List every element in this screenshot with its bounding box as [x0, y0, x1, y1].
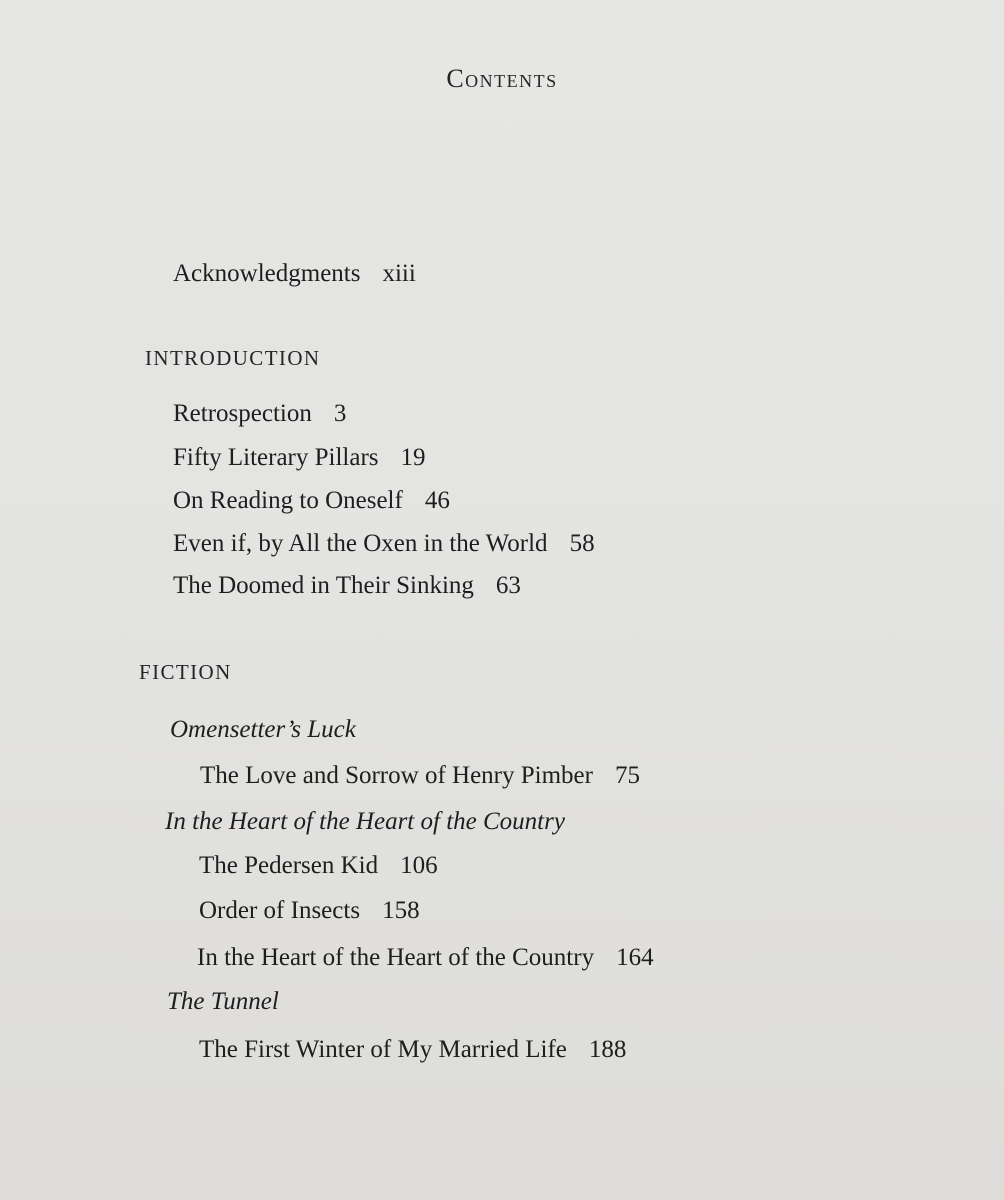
toc-entry [173, 530, 595, 558]
toc-entry [173, 444, 426, 472]
book-title: Omensetter’s Luck [170, 716, 356, 743]
toc-entry [173, 400, 346, 428]
entry-page: 158 [382, 897, 420, 924]
entry-page: 46 [424, 487, 450, 514]
entry-page: 58 [569, 530, 595, 557]
entry-title: Order of Insects [199, 897, 361, 924]
toc-entry [173, 572, 521, 600]
entry-page: 75 [614, 762, 640, 789]
toc-entry [199, 897, 420, 925]
entry-page: 188 [588, 1036, 627, 1063]
entry-title: The Pedersen Kid [199, 852, 379, 879]
entry-page: xiii [382, 260, 416, 287]
entry-title: Acknowledgments [173, 260, 361, 287]
entry-title: In the Heart of the Heart of the Country [197, 944, 595, 971]
toc-entry [197, 944, 654, 972]
entry-page: 63 [495, 572, 521, 599]
entry-title: Fifty Literary Pillars [173, 444, 379, 471]
section-heading-introduction: INTRODUCTION [145, 346, 321, 370]
toc-entry [173, 487, 450, 515]
toc-entry [199, 1036, 626, 1064]
entry-title: The Doomed in Their Sinking [173, 572, 474, 599]
entry-page: 106 [400, 852, 438, 879]
toc-entry [199, 852, 438, 880]
entry-title: Retrospection [173, 400, 312, 427]
entry-title: On Reading to Oneself [173, 487, 403, 514]
entry-title: Even if, by All the Oxen in the World [173, 530, 548, 557]
page-title: Contents [446, 64, 558, 93]
entry-title: The Love and Sorrow of Henry Pimber [200, 762, 593, 789]
entry-page: 3 [333, 400, 347, 427]
toc-entry [200, 762, 640, 790]
book-title: The Tunnel [167, 988, 279, 1015]
entry-title: The First Winter of My Married Life [199, 1036, 567, 1063]
bleed-through-text [470, 20, 475, 43]
book-title: In the Heart of the Heart of the Country [165, 808, 565, 835]
section-heading-fiction: FICTION [139, 660, 232, 684]
entry-page: 164 [616, 944, 654, 971]
entry-page: 19 [400, 444, 426, 471]
toc-entry-acknowledgments [173, 260, 416, 288]
